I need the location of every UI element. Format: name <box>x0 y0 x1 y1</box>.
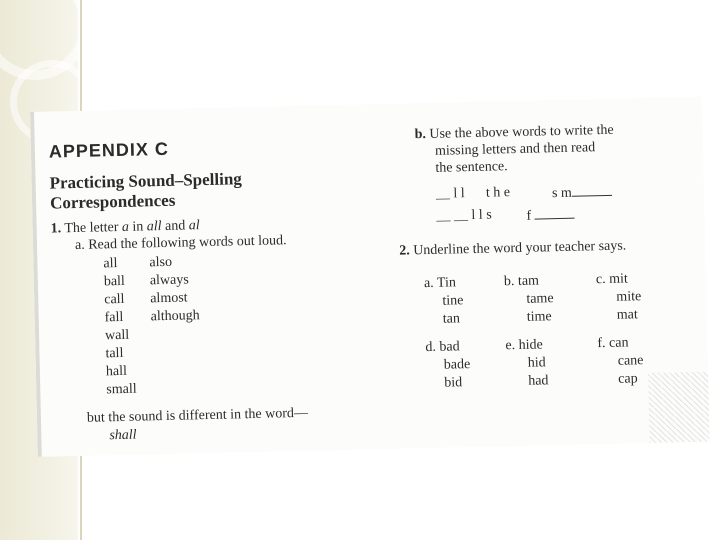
word-item: mit <box>608 271 629 287</box>
word-item: hid <box>527 355 546 371</box>
but-text: but the sound is different in the word— <box>86 405 309 426</box>
word-item: mite <box>616 289 642 305</box>
word-item: had <box>528 373 549 389</box>
word-group-f <box>597 334 644 389</box>
word-item: Tin <box>436 275 457 291</box>
item1-all: all <box>146 219 162 235</box>
fill-blank-5 <box>526 206 575 225</box>
item1a-text <box>75 233 287 254</box>
word-item: small <box>106 381 137 398</box>
item1b-text1: Use the above words to write the <box>429 122 614 142</box>
word-item: tan <box>442 311 461 327</box>
fill-blank-4: __ __ l l s <box>436 207 492 224</box>
word-item: tame <box>526 291 554 307</box>
fill-blank-1: __ l l <box>435 186 465 202</box>
word-item: hall <box>105 363 128 380</box>
blank-line <box>534 206 574 220</box>
word-column-1 <box>103 255 137 400</box>
word-group-d <box>425 338 471 393</box>
item1-in: in <box>128 219 147 235</box>
scanned-page <box>30 97 710 457</box>
item1-a: a <box>121 219 130 235</box>
group-label: e. <box>505 338 516 354</box>
item2-number: 2. <box>399 243 410 259</box>
item2-instruction: Underline the word your teacher says. <box>413 238 627 259</box>
fill-blank-3 <box>552 183 612 202</box>
item1b-line3: the sentence. <box>435 159 508 176</box>
group-label: f. <box>597 336 606 352</box>
section-title-line1: Practicing Sound–Spelling <box>49 169 243 193</box>
fill-blank-2: t h e <box>485 185 511 201</box>
word-item: tine <box>442 293 464 309</box>
word-item: bade <box>443 357 471 373</box>
word-item: cap <box>618 371 638 387</box>
word-group-b <box>504 272 554 327</box>
word-item: cane <box>617 353 644 369</box>
word-group-c <box>596 270 642 325</box>
item1-and: and <box>161 218 189 235</box>
word-item: tall <box>105 345 124 362</box>
word-item: tam <box>517 273 540 289</box>
word-item: can <box>608 335 629 351</box>
group-label: d. <box>425 339 437 356</box>
item1-text <box>50 218 199 237</box>
word-item: time <box>526 309 552 325</box>
word-item: bad <box>439 339 460 355</box>
item1-al: al <box>188 218 200 234</box>
group-label: c. <box>595 271 606 288</box>
word-item: also <box>149 254 173 271</box>
word-item: bid <box>444 375 463 391</box>
scan-texture <box>648 372 710 443</box>
group-label: a. <box>423 275 434 292</box>
word-item: hide <box>518 337 543 353</box>
item1-number: 1. <box>50 221 62 237</box>
item1b-line2: missing letters and then read <box>434 140 596 159</box>
item1a-instruction: Read the following words out loud. <box>88 233 287 253</box>
item2-text <box>399 239 626 260</box>
fill-blank-3-text: s m <box>551 185 572 202</box>
section-title-line2: Correspondences <box>49 190 176 213</box>
word-item: almost <box>150 290 188 307</box>
word-item: all <box>103 256 118 272</box>
word-item: wall <box>104 327 130 344</box>
word-item: mat <box>616 307 638 323</box>
word-column-2 <box>149 253 200 326</box>
word-group-a <box>424 274 464 329</box>
word-item: always <box>149 272 189 289</box>
word-item: call <box>104 291 125 308</box>
word-item: ball <box>103 273 126 290</box>
word-item: although <box>150 308 200 325</box>
appendix-title: APPENDIX C <box>48 138 170 162</box>
blank-line <box>572 183 612 197</box>
item1a-label: a. <box>74 237 85 254</box>
fill-blank-5-text: f <box>526 208 532 224</box>
word-item: fall <box>104 309 124 326</box>
shall-word: shall <box>109 427 137 444</box>
word-group-e <box>505 336 548 391</box>
group-label: b. <box>503 274 515 290</box>
item1b-label: b. <box>414 127 427 143</box>
item1-text-pre: The letter <box>64 219 123 237</box>
